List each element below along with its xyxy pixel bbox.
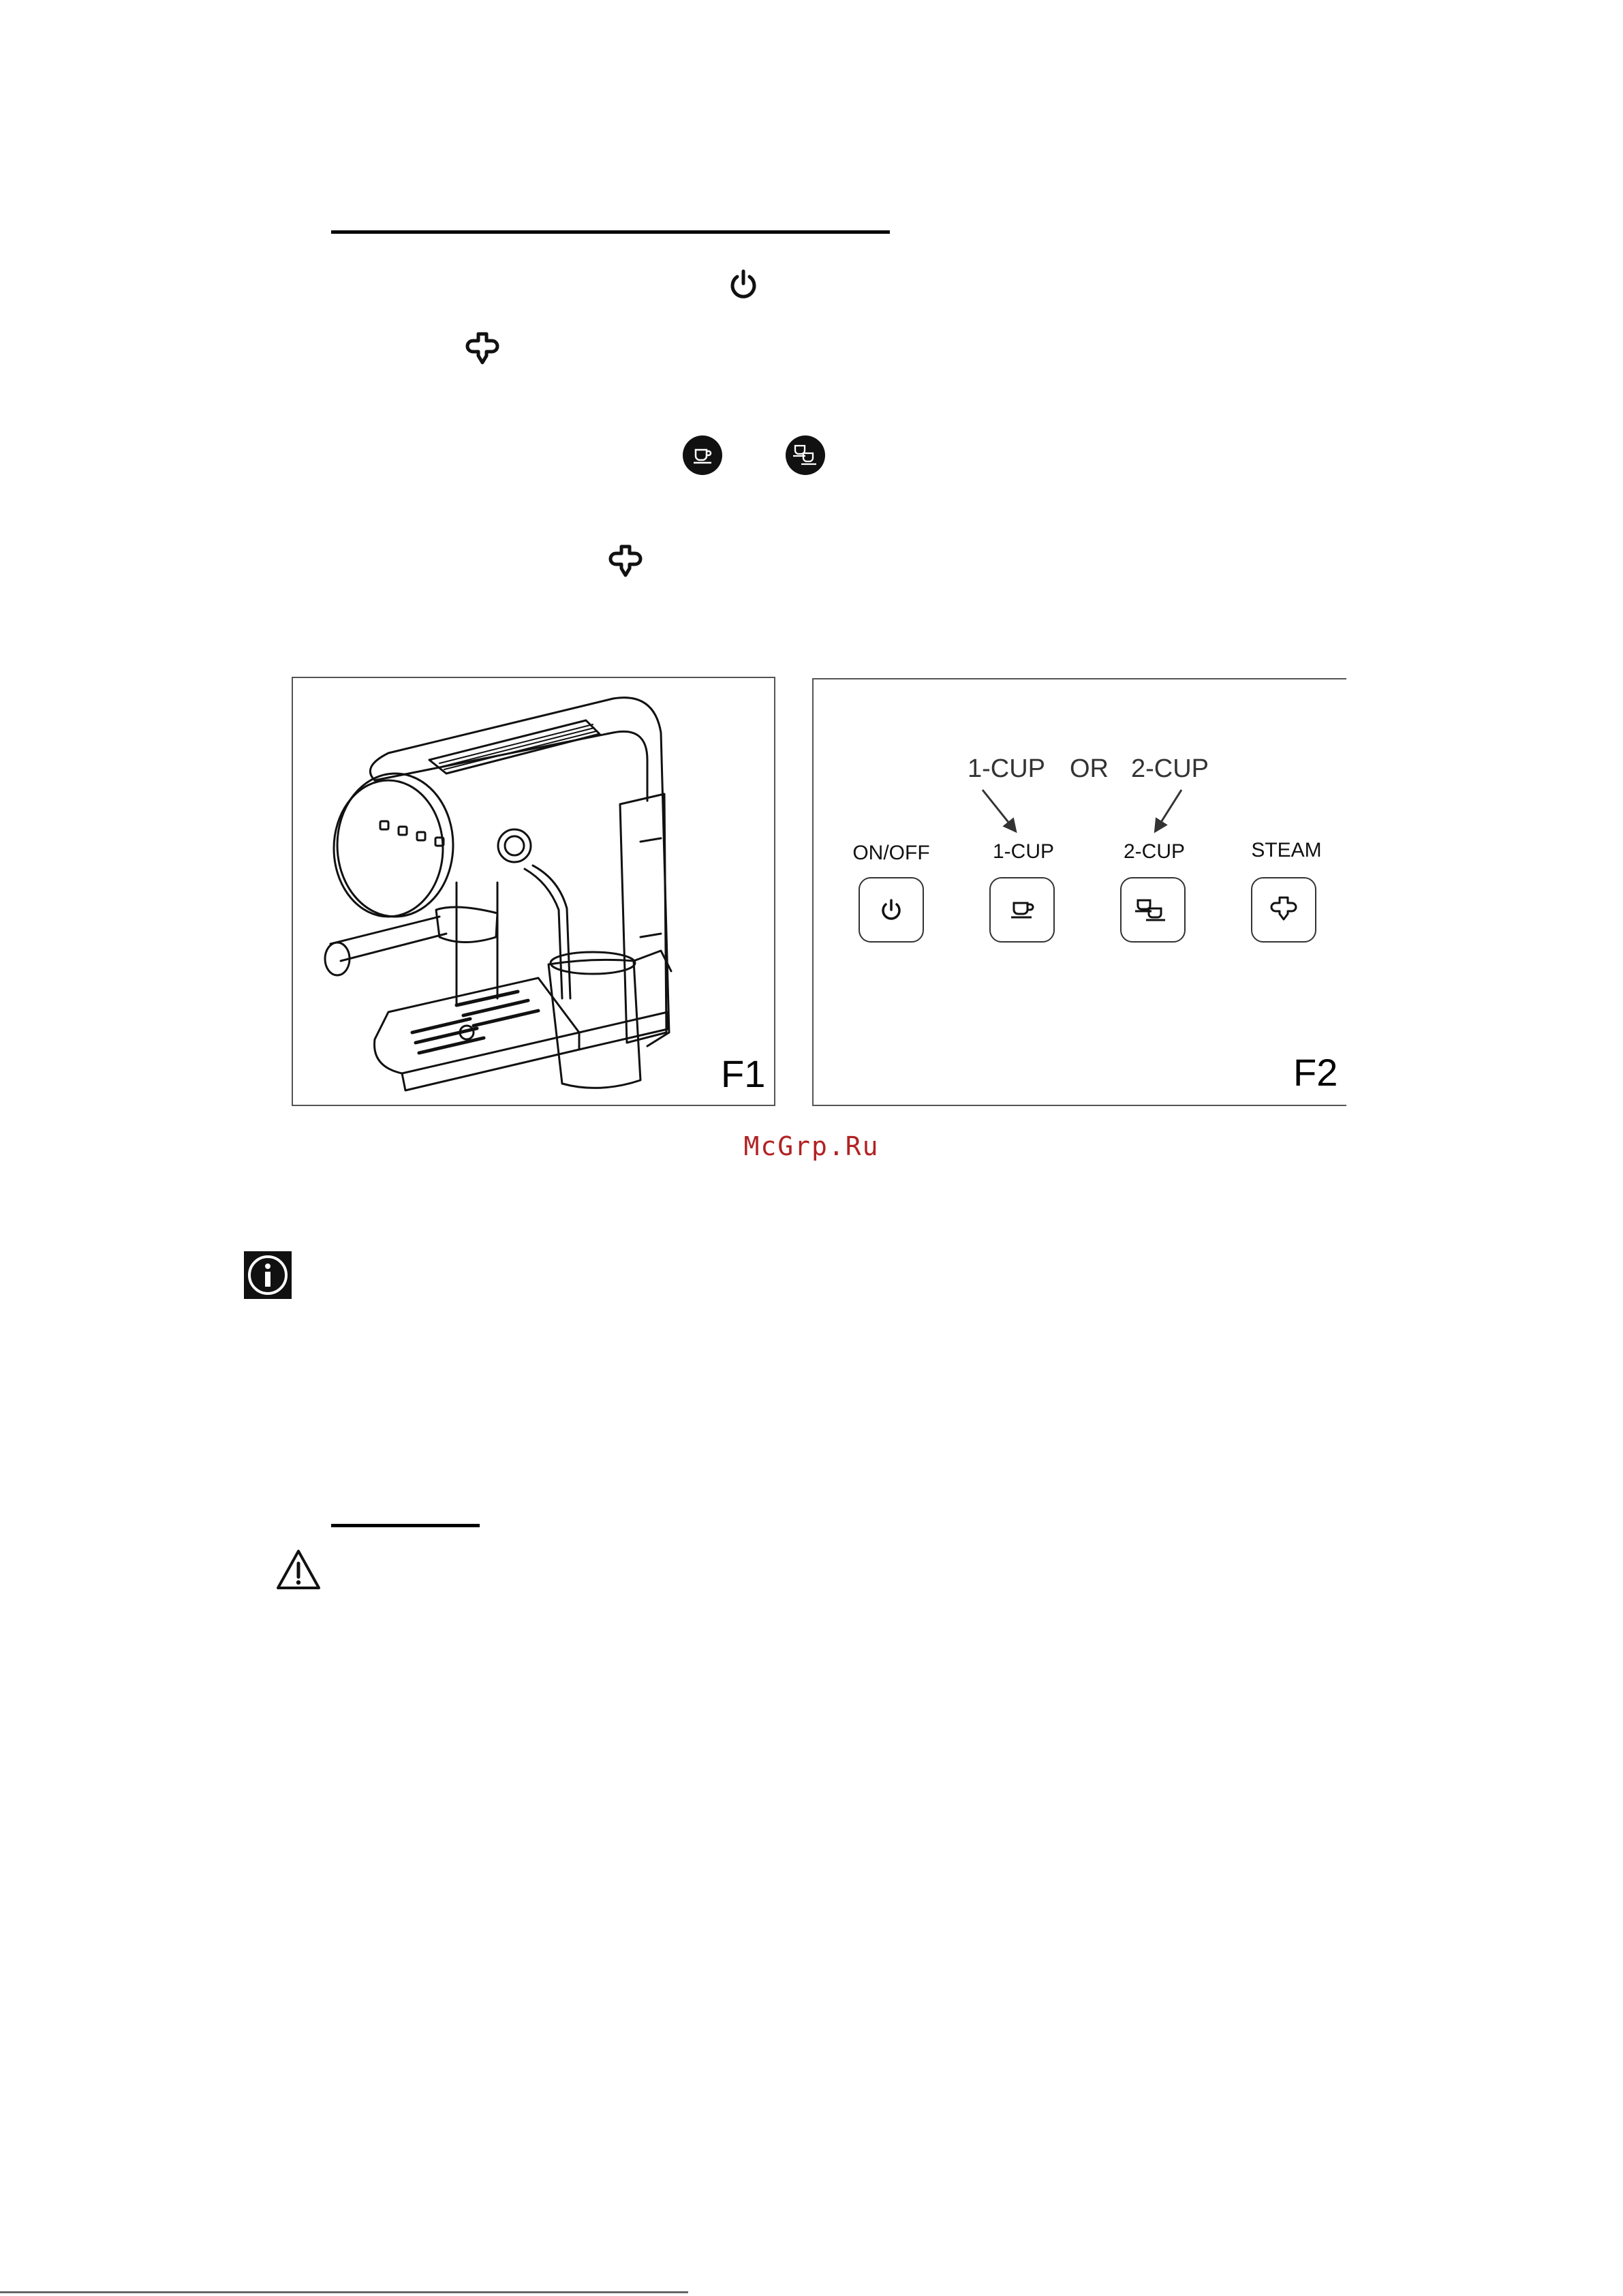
one-cup-button[interactable] — [989, 877, 1055, 943]
on-off-button[interactable] — [859, 877, 924, 943]
one-cup-icon — [682, 435, 723, 476]
steam-button[interactable] — [1251, 877, 1316, 943]
section-heading-underline — [331, 230, 890, 234]
button-label-steam: STEAM — [1251, 839, 1322, 861]
annotation-2-cup: 2-CUP — [1131, 754, 1209, 783]
figure-f2-label: F2 — [1293, 1051, 1338, 1094]
section-heading-underline-2 — [331, 1524, 480, 1527]
annotation-or: OR — [1070, 754, 1109, 783]
button-label-2-cup: 2-CUP — [1123, 840, 1185, 863]
two-cup-icon — [785, 435, 826, 476]
watermark: McGrp.Ru — [743, 1131, 880, 1161]
button-label-on-off: ON/OFF — [852, 842, 930, 864]
power-icon — [860, 878, 923, 941]
annotation-arrows — [814, 679, 1345, 857]
button-label-1-cup: 1-CUP — [992, 840, 1054, 863]
steam-icon — [1252, 878, 1315, 941]
espresso-machine-illustration — [293, 678, 774, 1105]
figure-f1-label: F1 — [721, 1052, 766, 1095]
warning-icon — [275, 1548, 322, 1591]
one-cup-icon — [991, 878, 1053, 941]
two-cup-button[interactable] — [1120, 877, 1186, 943]
two-cup-icon — [1122, 878, 1184, 941]
figure-f1 — [292, 677, 775, 1106]
footer-rule — [0, 2291, 688, 2293]
figure-f2 — [812, 678, 1346, 1106]
annotation-1-cup: 1-CUP — [968, 754, 1046, 783]
steam-icon — [606, 542, 645, 581]
steam-icon — [463, 330, 501, 368]
power-icon — [726, 267, 760, 301]
info-icon — [244, 1251, 292, 1299]
